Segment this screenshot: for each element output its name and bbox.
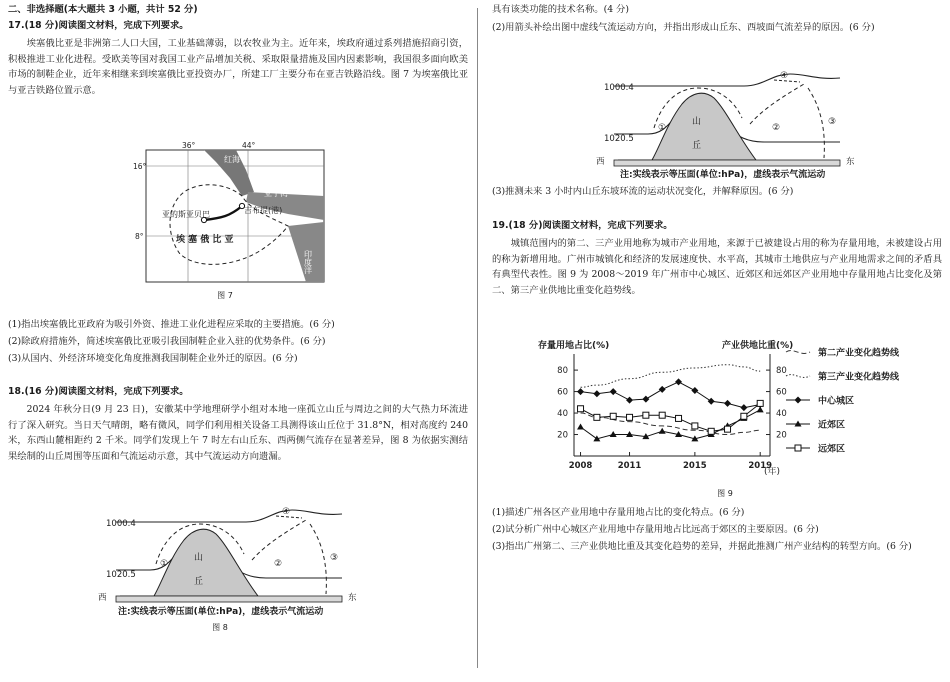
q18-question-2: (2)用箭头补绘出图中虚线气流运动方向，并指出形成山丘东、西坡面气流差异的原因。(6 分) <box>492 22 875 33</box>
fig8b-pressure-top: 1000.4 <box>604 83 634 93</box>
q19-passage: 城镇范围内的第二、三产业用地称为城市产业用地，来源于已被建设占用的称为存量用地，未被建设占用的称为新增用地。广州市城镇化和经济的发展速度快、水平高，其城市土地供应与产业用地需求之间的矛盾具有典型代表性。图 9 为 2008～2019 年广州市中心城区、近郊区和远郊区产业用地中存量用地占比变化及第二、第三产业供地比重变化趋势线。 <box>492 238 942 296</box>
figure8-diagram <box>96 502 366 614</box>
figure8-diagram-copy <box>594 66 864 178</box>
legend-symbol-2 <box>786 375 810 378</box>
map-label-gulf-aden: 亚丁湾 <box>264 189 288 198</box>
chart-xtick-label-2019: 2019 <box>748 461 773 471</box>
fig8-pressure-bottom: 1020.5 <box>106 570 136 580</box>
chart-ytick-label-right-40: 40 <box>776 409 787 420</box>
fig8b-hill-top: 山 <box>692 117 702 127</box>
chart-point-s1-2010 <box>610 388 617 395</box>
chart-ylabel-left: 存量用地占比(%) <box>538 341 610 351</box>
chart-point-s1-2009 <box>593 390 600 397</box>
chart-point-s2-2013 <box>659 428 666 434</box>
fig8-marker-3: ③ <box>330 553 339 563</box>
chart-point-s1-2016 <box>708 398 715 405</box>
fig8b-pressure-bottom: 1020.5 <box>604 134 634 144</box>
fig8-west: 西 <box>98 593 107 603</box>
chart-point-s1-2015 <box>691 387 698 394</box>
q18-question-3: (3)推测未来 3 小时内山丘东坡环流的运动状况变化，并解释原因。(6 分) <box>492 186 794 197</box>
chart-point-s3-2010 <box>610 413 616 419</box>
chart-point-s3-2014 <box>676 415 682 421</box>
q19-question-3: (3)指出广州第二、三产业供地比重及其变化趋势的差异，并据此推测广州产业结构的转型方向。(6 分) <box>492 541 912 552</box>
chart-point-s2-2010 <box>610 431 617 437</box>
chart-point-s3-2019 <box>757 400 763 406</box>
fig8b-note: 注:实线表示等压面(单位:hPa)，虚线表示气流运动 <box>620 170 826 180</box>
legend-symbol-marker-3 <box>795 397 802 404</box>
chart-point-s3-2016 <box>708 428 714 434</box>
legend-label-5: 远郊区 <box>818 444 846 455</box>
chart-point-s3-2008 <box>578 406 584 412</box>
fig8-marker-1: ① <box>160 559 169 569</box>
map-lat-8: 8° <box>135 232 144 241</box>
chart-series-line-1 <box>581 382 761 408</box>
chart-ytick-label-left-80: 80 <box>557 366 568 377</box>
legend-symbol-1 <box>786 351 810 354</box>
fig8b-marker-1: ① <box>658 123 667 133</box>
fig8-marker-2: ② <box>274 559 283 569</box>
chart-point-s1-2014 <box>675 378 682 385</box>
chart-series-line-3 <box>581 403 761 431</box>
chart-ytick-label-left-40: 40 <box>557 409 568 420</box>
q19-question-2: (2)试分析广州中心城区产业用地中存量用地占比远高于郊区的主要原因。(6 分) <box>492 524 819 535</box>
chart-point-s3-2015 <box>692 423 698 429</box>
fig8-note: 注:实线表示等压面(单位:hPa)，虚线表示气流运动 <box>118 607 324 617</box>
map-label-indian-ocean: 印度洋 <box>303 250 313 274</box>
chart-trend-line-2 <box>581 365 761 388</box>
chart-ytick-label-right-60: 60 <box>776 387 787 398</box>
map-lon-36: 36° <box>182 141 196 150</box>
fig8-hill-top: 山 <box>194 553 204 563</box>
q18-passage: 2024 年秋分日(9 月 23 日)，安徽某中学地理研学小组对本地一座孤立山丘与周边之间的大气热力环流进行了深入研究。当日天气晴朗，略有微风，同学们利用相关设备工具测得该山丘位于 31.8°N，相对高度约 240 米，东西山麓相距约 2 千米。同学们发现上午 7 时左右山丘东、西两侧气流存在显著差异，图 8 为依据实测结果绘制的山丘周围等压面和气流运动示意，其中气流运动方向遗漏。 <box>8 404 468 462</box>
figure7-map <box>133 140 328 286</box>
chart-point-s3-2017 <box>725 426 731 432</box>
map-label-djibouti: 吉布提(港) <box>244 206 283 215</box>
fig8b-marker-4: ④ <box>780 71 789 81</box>
legend-label-1: 第二产业变化趋势线 <box>818 348 900 359</box>
figure9-chart <box>524 338 944 476</box>
q19-title: 19.(18 分)阅读图文材料，完成下列要求。 <box>492 220 673 231</box>
chart-xlabel: (年) <box>764 467 781 477</box>
fig8b-marker-2: ② <box>772 123 781 133</box>
q17-question-3: (3)从国内、外经济环境变化角度推测我国制鞋企业外迁的原因。(6 分) <box>8 353 298 364</box>
fig8b-hill-bottom: 丘 <box>692 141 702 151</box>
chart-point-s1-2018 <box>740 404 747 411</box>
q18-title: 18.(16 分)阅读图文材料，完成下列要求。 <box>8 386 189 397</box>
q18-question-1-cont: 具有该类功能的技术名称。(4 分) <box>492 4 629 15</box>
figure9-caption: 图 9 <box>717 489 733 498</box>
fig8-hill-bottom: 丘 <box>194 577 204 587</box>
chart-point-s3-2012 <box>643 412 649 418</box>
fig8b-west: 西 <box>596 157 605 167</box>
map-label-country: 埃 塞 俄 比 亚 <box>176 235 234 245</box>
q17-title: 17.(18 分)阅读图文材料，完成下列要求。 <box>8 20 189 31</box>
fig8-marker-4: ④ <box>282 507 291 517</box>
chart-point-s3-2013 <box>659 412 665 418</box>
figure7-caption: 图 7 <box>217 291 233 300</box>
chart-ylabel-right: 产业供地比重(%) <box>722 341 794 351</box>
chart-ytick-label-right-80: 80 <box>776 366 787 377</box>
legend-label-2: 第三产业变化趋势线 <box>818 372 900 383</box>
q17-passage: 埃塞俄比亚是非洲第二人口大国，工业基础薄弱，以农牧业为主。近年来，埃政府通过系列措施招商引资，积极推进工业化进程。受欧美等国对我国工业产品增加关税、采取限量措施及国内因素影响，我国很多面向欧美市场的制鞋企业，近年来相继来到埃塞俄比亚投资办厂，所建工厂主要分布在亚吉铁路沿线。图 7 为埃塞俄比亚与亚吉铁路位置示意。 <box>8 38 468 96</box>
legend-label-3: 中心城区 <box>818 396 855 407</box>
chart-ytick-label-left-60: 60 <box>557 387 568 398</box>
chart-point-s2-2008 <box>577 424 584 430</box>
fig8b-east: 东 <box>846 157 855 167</box>
chart-point-s3-2011 <box>627 414 633 420</box>
chart-point-s1-2017 <box>724 400 731 407</box>
chart-point-s1-2011 <box>626 397 633 404</box>
map-label-addis: 亚的斯亚贝巴 <box>162 210 210 219</box>
section-header: 二、非选择题(本大题共 3 小题，共计 52 分) <box>8 4 198 15</box>
chart-point-s1-2008 <box>577 388 584 395</box>
chart-ytick-label-right-20: 20 <box>776 430 787 441</box>
chart-point-s3-2009 <box>594 414 600 420</box>
q17-question-2: (2)除政府措施外，简述埃塞俄比亚吸引我国制鞋企业入驻的优势条件。(6 分) <box>8 336 326 347</box>
chart-xtick-label-2011: 2011 <box>617 461 642 471</box>
chart-point-s3-2018 <box>741 413 747 419</box>
chart-point-s2-2019 <box>757 406 764 412</box>
q19-question-1: (1)描述广州各区产业用地中存量用地占比的变化特点。(6 分) <box>492 507 745 518</box>
fig8-pressure-top: 1000.4 <box>106 519 136 529</box>
map-label-red-sea: 红海 <box>224 155 240 164</box>
chart-point-s1-2012 <box>642 396 649 403</box>
legend-symbol-marker-5 <box>795 445 801 451</box>
fig8-east: 东 <box>348 593 357 603</box>
map-lon-44: 44° <box>242 141 256 150</box>
legend-label-4: 近郊区 <box>818 420 846 431</box>
map-lat-16: 16° <box>133 162 147 171</box>
fig8b-marker-3: ③ <box>828 117 837 127</box>
q17-question-1: (1)指出埃塞俄比亚政府为吸引外资、推进工业化进程应采取的主要措施。(6 分) <box>8 319 335 330</box>
chart-point-s2-2011 <box>626 431 633 437</box>
chart-ytick-label-left-20: 20 <box>557 430 568 441</box>
chart-xtick-label-2015: 2015 <box>683 461 707 471</box>
figure8-caption: 图 8 <box>212 623 228 632</box>
column-divider <box>477 8 478 668</box>
chart-xtick-label-2008: 2008 <box>568 461 593 471</box>
chart-point-s1-2013 <box>659 386 666 393</box>
